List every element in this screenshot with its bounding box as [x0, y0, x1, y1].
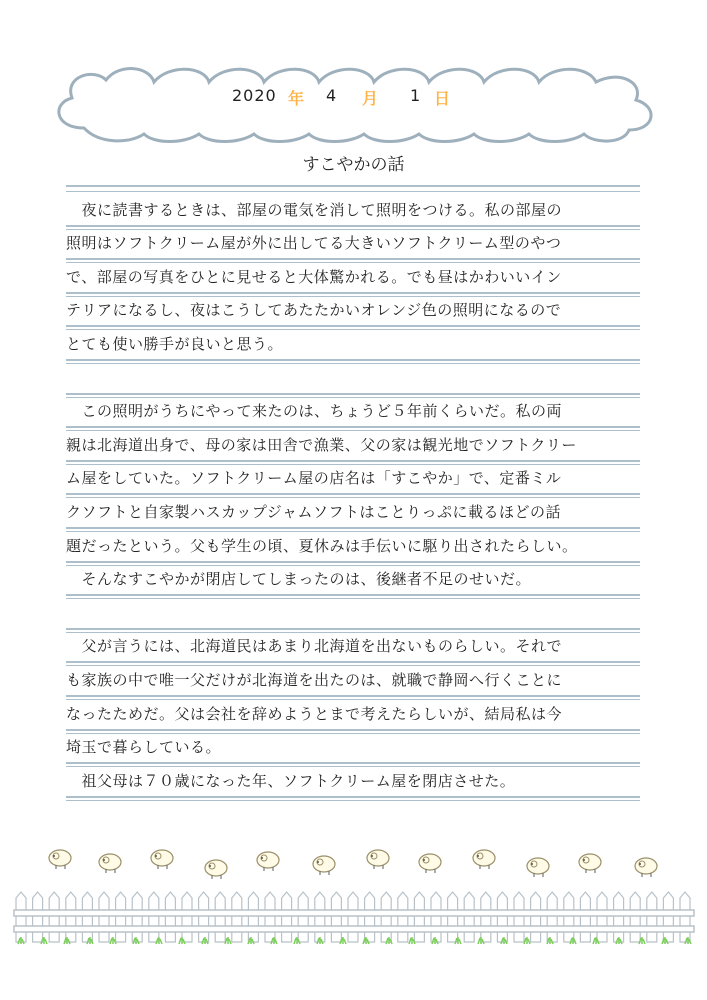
fence-picket	[315, 892, 325, 942]
fence-picket	[564, 892, 574, 942]
fence-picket	[547, 892, 557, 942]
fence-picket	[531, 892, 541, 942]
fence-picket	[481, 892, 491, 942]
text-line: クソフトと自家製ハスカップジャムソフトはことりっぷに載るほどの話	[66, 495, 640, 529]
sheep-icon	[367, 850, 389, 869]
fence-picket	[298, 892, 308, 942]
fence-picket	[680, 892, 690, 942]
text-line: 親は北海道出身で、母の家は田舎で漁業、父の家は観光地でソフトクリー	[66, 428, 640, 462]
sheep-icon	[49, 850, 71, 869]
fence-picket	[630, 892, 640, 942]
fence-picket	[614, 892, 624, 942]
fence-picket	[448, 892, 458, 942]
text-line: 夜に読書するときは、部屋の電気を消して照明をつける。私の部屋の	[66, 193, 640, 227]
sheep-icon	[313, 856, 335, 875]
fence-picket	[215, 892, 225, 942]
sheep-icon	[527, 858, 549, 877]
fence-picket	[663, 892, 673, 942]
fence-picket	[647, 892, 657, 942]
fence-picket	[381, 892, 391, 942]
date-year: 2020	[232, 86, 277, 105]
sheep-icon	[635, 858, 657, 877]
date-day: 1	[410, 86, 422, 105]
sheep-icon	[419, 854, 441, 873]
text-line: 題だったという。父も学生の頃、夏休みは手伝いに駆り出されたらしい。	[66, 529, 640, 563]
sheep-icons	[49, 850, 657, 879]
fence-picket	[514, 892, 524, 942]
fence-picket	[99, 892, 109, 942]
text-line: なったためだ。父は会社を辞めようとまで考えたらしいが、結局私は今	[66, 697, 640, 731]
month-label: 月	[362, 89, 380, 108]
text-line: 父が言うには、北海道民はあまり北海道を出ないものらしい。それで	[66, 630, 640, 664]
text-line: テリアになるし、夜はこうしてあたたかいオレンジ色の照明になるので	[66, 294, 640, 328]
grass-tuft	[225, 937, 231, 944]
fence-picket	[597, 892, 607, 942]
fence-picket	[182, 892, 192, 942]
sheep-icon	[99, 854, 121, 873]
text-line: も家族の中で唯一父だけが北海道を出たのは、就職で静岡へ行くことに	[66, 663, 640, 697]
fence-picket	[414, 892, 424, 942]
fence-picket	[66, 892, 76, 942]
sheep-icon	[205, 860, 227, 879]
text-line: で、部屋の写真をひとに見せると大体驚かれる。でも昼はかわいいイン	[66, 260, 640, 294]
text-line: ム屋をしていた。ソフトクリーム屋の店名は「すこやか」で、定番ミル	[66, 462, 640, 496]
sheep-icon	[151, 850, 173, 869]
fence-icon	[14, 892, 694, 942]
fence-picket	[464, 892, 474, 942]
fence-picket	[497, 892, 507, 942]
text-line: そんなすこやかが閉店してしまったのは、後継者不足のせいだ。	[66, 563, 640, 597]
fence-picket	[331, 892, 341, 942]
fence-picket	[232, 892, 242, 942]
fence-picket	[398, 892, 408, 942]
fence-picket	[580, 892, 590, 942]
fence-picket	[132, 892, 142, 942]
fence-picket	[248, 892, 258, 942]
text-line	[66, 361, 640, 395]
sheep-icon	[257, 852, 279, 871]
fence-picket	[82, 892, 92, 942]
fence-picket	[16, 892, 26, 942]
date-line	[232, 86, 492, 110]
fence-picket	[33, 892, 43, 942]
text-line: とても使い勝手が良いと思う。	[66, 327, 640, 361]
fence-picket	[265, 892, 275, 942]
fence-picket	[431, 892, 441, 942]
fence-picket	[116, 892, 126, 942]
fence-picket	[365, 892, 375, 942]
date-month: 4	[326, 86, 338, 105]
top-rule	[66, 185, 640, 187]
fence-picket	[348, 892, 358, 942]
text-line: 祖父母は７０歳になった年、ソフトクリーム屋を閉店させた。	[66, 764, 640, 798]
text-line	[66, 596, 640, 630]
day-label: 日	[434, 89, 452, 108]
year-label: 年	[288, 89, 306, 108]
page-title: すこやかの話	[302, 155, 405, 175]
grass-tuft	[524, 937, 530, 944]
text-line: この照明がうちにやって来たのは、ちょうど５年前くらいだ。私の両	[66, 395, 640, 429]
fence-picket	[165, 892, 175, 942]
sheep-icon	[473, 850, 495, 869]
fence-picket	[282, 892, 292, 942]
sheep-fence-illustration	[0, 840, 707, 960]
sheep-icon	[579, 854, 601, 873]
text-line: 埼玉で暮らしている。	[66, 731, 640, 765]
lined-paper	[66, 193, 640, 798]
fence-picket	[199, 892, 209, 942]
fence-picket	[49, 892, 59, 942]
text-line: 照明はソフトクリーム屋が外に出してる大きいソフトクリーム型のやつ	[66, 227, 640, 261]
fence-picket	[149, 892, 159, 942]
